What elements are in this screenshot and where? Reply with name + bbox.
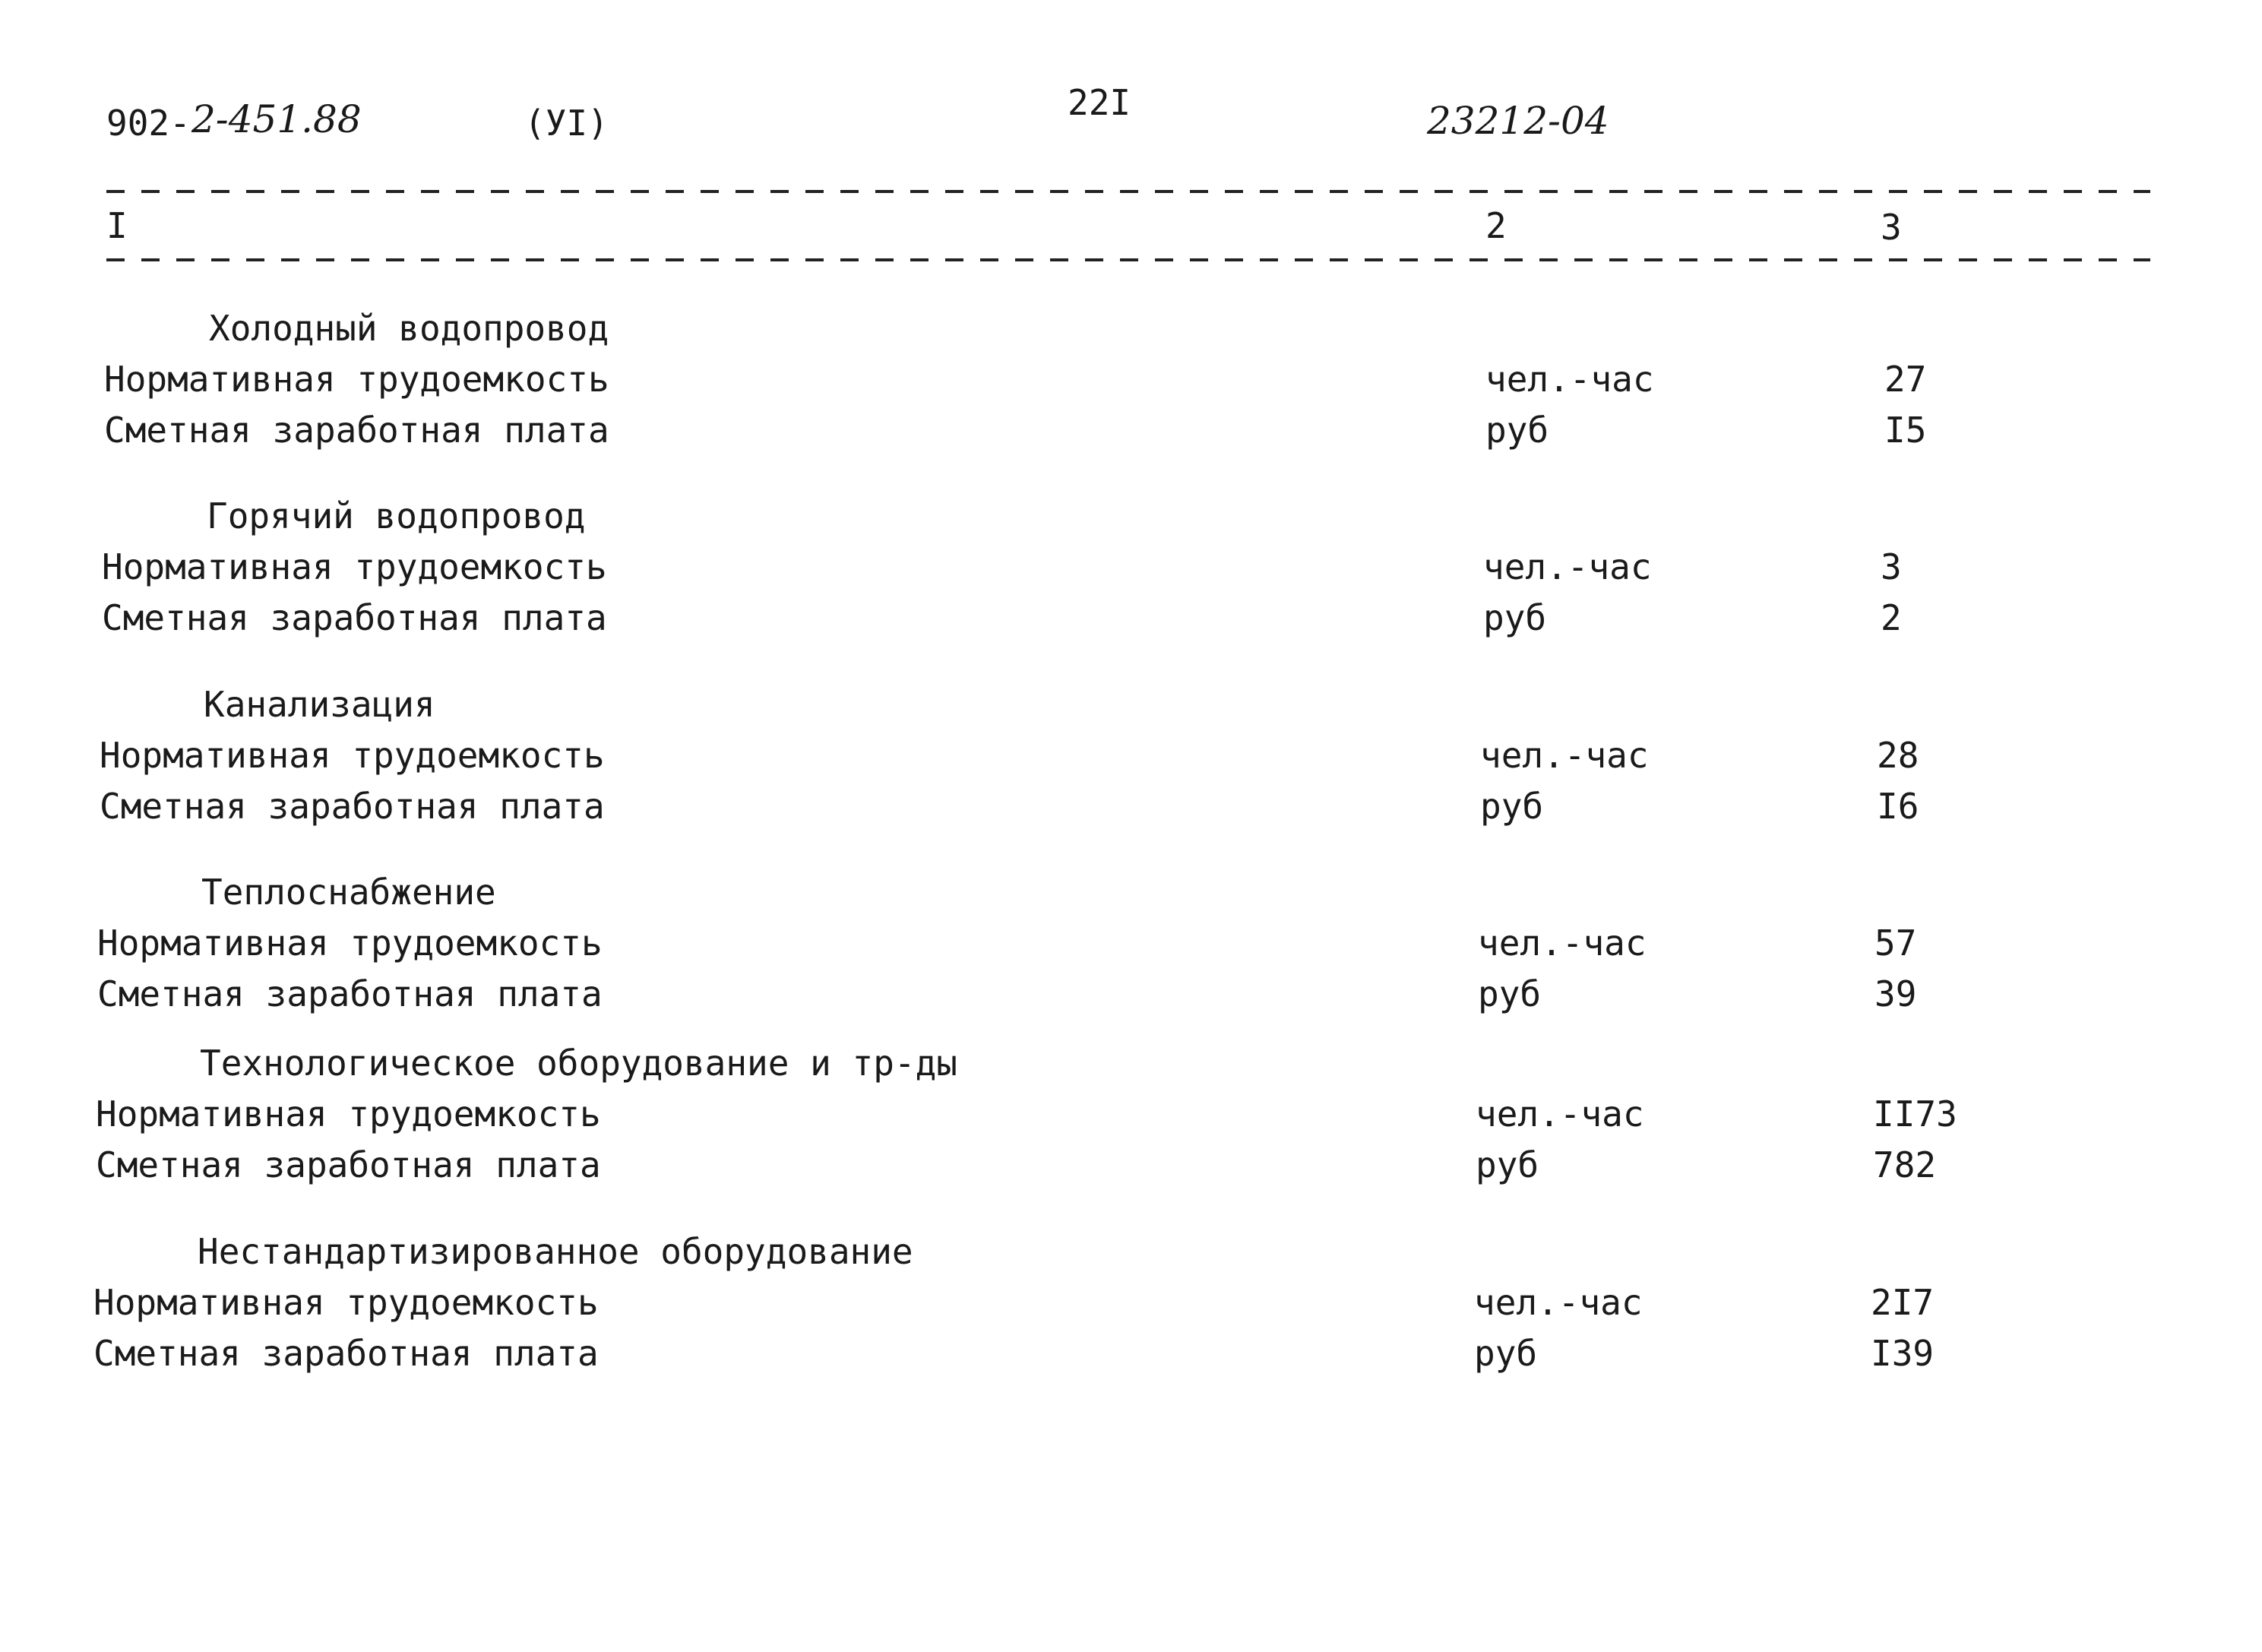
row-value: 27 [1884, 359, 1927, 400]
row-value: 28 [1877, 735, 1919, 776]
section-title: Канализация [204, 684, 435, 725]
row-label: Сметная заработная плата [93, 1333, 599, 1374]
bottom-dashed-rule [106, 258, 2150, 261]
table-row [0, 597, 2262, 643]
row-value: 57 [1874, 923, 1917, 964]
row-unit: чел.-час [1485, 359, 1654, 400]
row-label: Нормативная трудоемкость [104, 359, 609, 400]
row-label: Нормативная трудоемкость [102, 546, 607, 587]
top-dashed-rule [106, 190, 2150, 193]
row-value: II73 [1873, 1093, 1957, 1135]
project-code-prefix: 902- [106, 103, 191, 144]
row-label: Нормативная трудоемкость [97, 923, 603, 964]
table-row [0, 1333, 2262, 1378]
row-unit: руб [1483, 597, 1547, 638]
row-label: Нормативная трудоемкость [100, 735, 605, 776]
table-row [0, 923, 2262, 968]
row-unit: чел.-час [1476, 1093, 1644, 1135]
row-value: 3 [1881, 546, 1902, 587]
section-title: Горячий водопровод [207, 495, 586, 536]
section-title: Нестандартизированное оборудование [198, 1231, 913, 1272]
table-row [0, 786, 2262, 831]
table-row [0, 546, 2262, 592]
row-label: Сметная заработная плата [102, 597, 607, 638]
project-code-handwritten: 2-451.88 [191, 97, 362, 141]
section-process-equipment [0, 1043, 2262, 1210]
row-value: 2I7 [1871, 1282, 1935, 1323]
row-unit: руб [1476, 1144, 1539, 1185]
section-hot-water [0, 495, 2262, 663]
table-row [0, 1144, 2262, 1190]
row-label: Нормативная трудоемкость [96, 1093, 601, 1135]
volume-label: (УI) [524, 103, 609, 144]
row-value: I5 [1884, 410, 1927, 451]
section-title: Теплоснабжение [201, 872, 496, 913]
table-row [0, 735, 2262, 780]
row-label: Сметная заработная плата [104, 410, 609, 451]
row-unit: руб [1474, 1333, 1538, 1374]
row-label: Сметная заработная плата [96, 1144, 601, 1185]
column-header-3: 3 [1881, 207, 1902, 248]
document-number: 23212-04 [1427, 99, 1609, 143]
row-unit: чел.-час [1474, 1282, 1643, 1323]
row-unit: руб [1480, 786, 1544, 827]
table-row [0, 973, 2262, 1019]
row-label: Сметная заработная плата [100, 786, 605, 827]
column-header-1: I [106, 205, 128, 246]
row-value: I6 [1877, 786, 1919, 827]
row-label: Нормативная трудоемкость [93, 1282, 599, 1323]
row-unit: руб [1478, 973, 1542, 1014]
page-number: 22I [1068, 82, 1131, 123]
section-title: Холодный водопровод [209, 308, 609, 349]
row-unit: чел.-час [1478, 923, 1647, 964]
table-row [0, 410, 2262, 455]
row-value: 39 [1874, 973, 1917, 1014]
table-row [0, 1282, 2262, 1328]
table-row [0, 359, 2262, 404]
row-value: 782 [1873, 1144, 1937, 1185]
row-value: I39 [1871, 1333, 1935, 1374]
section-sewerage [0, 684, 2262, 851]
section-title: Технологическое оборудование и тр-ды [200, 1043, 957, 1084]
section-heat-supply [0, 872, 2262, 1039]
row-unit: руб [1485, 410, 1549, 451]
column-header-2: 2 [1485, 205, 1507, 246]
section-cold-water [0, 308, 2262, 475]
row-label: Сметная заработная плата [97, 973, 603, 1014]
row-unit: чел.-час [1483, 546, 1652, 587]
section-nonstandard-equipment [0, 1231, 2262, 1398]
row-unit: чел.-час [1480, 735, 1649, 776]
table-row [0, 1093, 2262, 1139]
row-value: 2 [1881, 597, 1902, 638]
